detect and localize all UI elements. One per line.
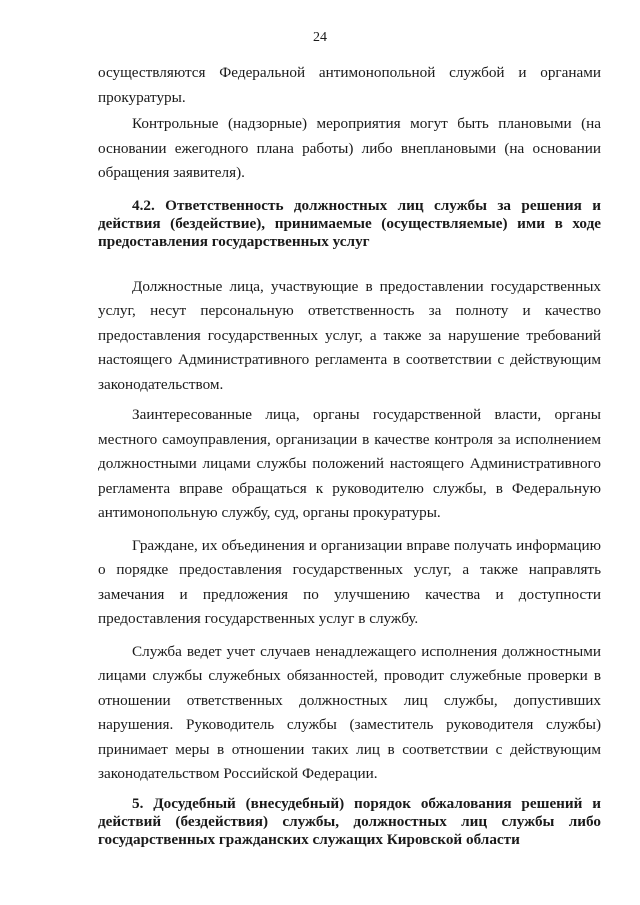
- paragraph-service-records: Служба ведет учет случаев ненадлежащего исполнения должностными лицами службы служебных обязанностей, проводит служебные проверки в отношении ответственных должностных лиц службы, допустивших нарушения. Руководитель службы (заместитель руководителя службы) принимает меры в отношении таких лиц в соответствии с действующим законодательством Российской Федерации.: [98, 642, 601, 782]
- document-body: [98, 61, 601, 849]
- page-number: 24: [313, 30, 327, 45]
- paragraph-officials-responsibility: Должностные лица, участвующие в предоставлении государственных услуг, несут персональную ответственность за полноту и качество предоставления государственных услуг, а также за нарушение требований настоящего Административного регламента в соответствии с действующим законодательством.: [98, 277, 601, 393]
- paragraph-continuation: осуществляются Федеральной антимонопольной службой и органами прокуратуры.: [98, 64, 601, 106]
- section-heading-4-2: 4.2. Ответственность должностных лиц службы за решения и действия (бездействие), принимаемые (осуществляемые) ими в ходе предоставления государственных услуг: [98, 196, 601, 250]
- paragraph-interested-parties: Заинтересованные лица, органы государственной власти, органы местного самоуправления, организации в качестве контроля за исполнением должностными лицами службы положений настоящего Административного регламента вправе обращаться к руководителю службы, в Федеральную антимонопольную службу, суд, органы прокуратуры.: [98, 406, 601, 521]
- section-heading-5: 5. Досудебный (внесудебный) порядок обжалования решений и действий (бездействия) службы, должностных лиц службы либо государственных гражданских служащих Кировской области: [98, 794, 601, 848]
- paragraph-control-measures: Контрольные (надзорные) мероприятия могут быть плановыми (на основании ежегодного плана работы) либо внеплановыми (на основании обращения заявителя).: [98, 115, 601, 181]
- paragraph-citizens: Граждане, их объединения и организации вправе получать информацию о порядке предоставления государственных услуг, а также направлять замечания и предложения по улучшению качества и доступности предоставления государственных услуг в службу.: [98, 536, 601, 627]
